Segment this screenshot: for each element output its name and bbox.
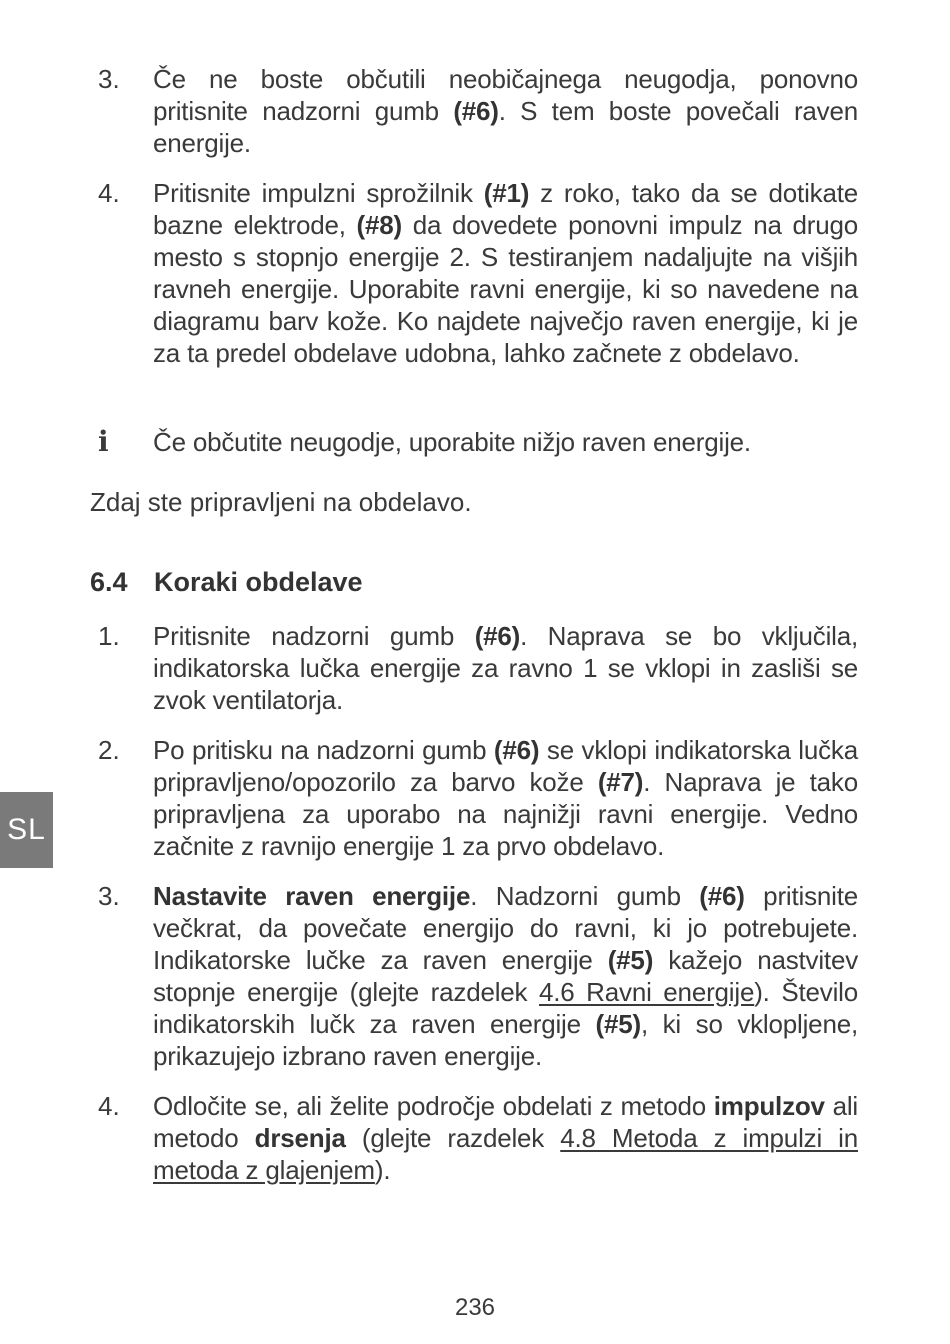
emphasis-text: (#5) — [607, 945, 654, 975]
list-item-text — [153, 63, 858, 159]
text-run: Če ne boste občutili neobičajnega neugodja, ponovno pritisnite nadzorni gumb — [153, 64, 858, 126]
emphasis-text: impulzov — [713, 1091, 825, 1121]
step-item — [90, 1090, 858, 1186]
emphasis-text: (#6) — [474, 621, 521, 651]
info-icon: i — [98, 425, 109, 458]
language-tab: SL — [0, 792, 53, 868]
emphasis-text: (#1) — [483, 178, 530, 208]
step-item — [90, 734, 858, 862]
emphasis-text: (#6) — [493, 735, 540, 765]
emphasis-text: (#5) — [595, 1009, 641, 1039]
info-note — [90, 426, 858, 458]
emphasis-text: (#6) — [699, 881, 745, 911]
text-run: Pritisnite nadzorni gumb — [153, 621, 475, 651]
text-run: ali metodo — [153, 1091, 858, 1153]
text-run: , ki so vklopljene, prikazujejo izbrano raven energije. — [153, 1009, 858, 1071]
text-run: se vklopi indikatorska lučka pripravljeno/opozorilo za barvo kože — [153, 735, 858, 797]
text-run: z roko, tako da se dotikate bazne elektrode, — [153, 178, 858, 240]
section-reference: 4.6 Ravni energije — [539, 977, 755, 1007]
section-heading — [90, 566, 858, 598]
list-item-number: 4. — [98, 178, 120, 208]
section-reference: 4.8 Metoda z impulzi in metoda z glajenjem — [153, 1123, 858, 1185]
step-text — [153, 880, 858, 1072]
section-number: 6.4 — [90, 567, 128, 597]
text-run: . Naprava je tako pripravljena za uporabo na najnižji ravni energije. Vedno začnite z ravnijo energije 1 za prvo obdelavo. — [153, 767, 858, 861]
emphasis-text: drsenja — [254, 1123, 346, 1153]
section-title: Koraki obdelave — [154, 567, 363, 597]
text-run: ). — [374, 1155, 391, 1185]
list-item — [90, 177, 858, 369]
ready-paragraph: Zdaj ste pripravljeni na obdelavo. — [90, 487, 472, 517]
info-note-text: Če občutite neugodje, uporabite nižjo raven energije. — [153, 427, 751, 457]
list-item-number: 3. — [98, 64, 120, 94]
text-run: (glejte razdelek — [345, 1123, 561, 1153]
emphasis-text: Nastavite raven energije — [153, 881, 471, 911]
step-item — [90, 880, 858, 1072]
step-text — [153, 734, 858, 862]
step-text — [153, 1090, 858, 1186]
emphasis-text: (#6) — [453, 96, 499, 126]
emphasis-text: (#8) — [356, 210, 402, 240]
text-run: Pritisnite impulzni sprožilnik — [153, 178, 484, 208]
text-run: da dovedete ponovni impulz na drugo mesto s stopnjo energije 2. S testiranjem nadaljujte na višjih ravneh energije. Uporabite ravni energije, ki so navedene na diagramu barv kože. Ko najdete največjo raven energije, ki je za ta predel obdelave udobna, lahko začnete z obdelavo. — [153, 210, 858, 368]
step-number: 3. — [98, 881, 120, 911]
text-run: kažejo nastvitev stopnje energije (glejte razdelek — [153, 945, 859, 1007]
step-number: 4. — [98, 1091, 120, 1121]
step-number: 1. — [98, 621, 120, 651]
step-text — [153, 620, 858, 716]
text-run: . Nadzorni gumb — [470, 881, 700, 911]
list-item — [90, 63, 858, 159]
emphasis-text: (#7) — [597, 767, 644, 797]
text-run: Odločite se, ali želite področje obdelati z metodo — [153, 1091, 714, 1121]
text-run: ). Število indikatorskih lučk za raven energije — [153, 977, 858, 1039]
text-run: Po pritisku na nadzorni gumb — [153, 735, 494, 765]
step-item — [90, 620, 858, 716]
text-run: . S tem boste povečali raven energije. — [153, 96, 858, 158]
page-number: 236 — [454, 1294, 496, 1321]
step-number: 2. — [98, 735, 120, 765]
list-item-text — [153, 177, 858, 369]
text-run: pritisnite večkrat, da povečate energijo do ravni, ki jo potrebujete. Indikatorske lučke za raven energije — [153, 881, 858, 975]
text-run: . Naprava se bo vključila, indikatorska lučka energije za ravno 1 se vklopi in zasliši se zvok ventilatorja. — [153, 621, 859, 715]
